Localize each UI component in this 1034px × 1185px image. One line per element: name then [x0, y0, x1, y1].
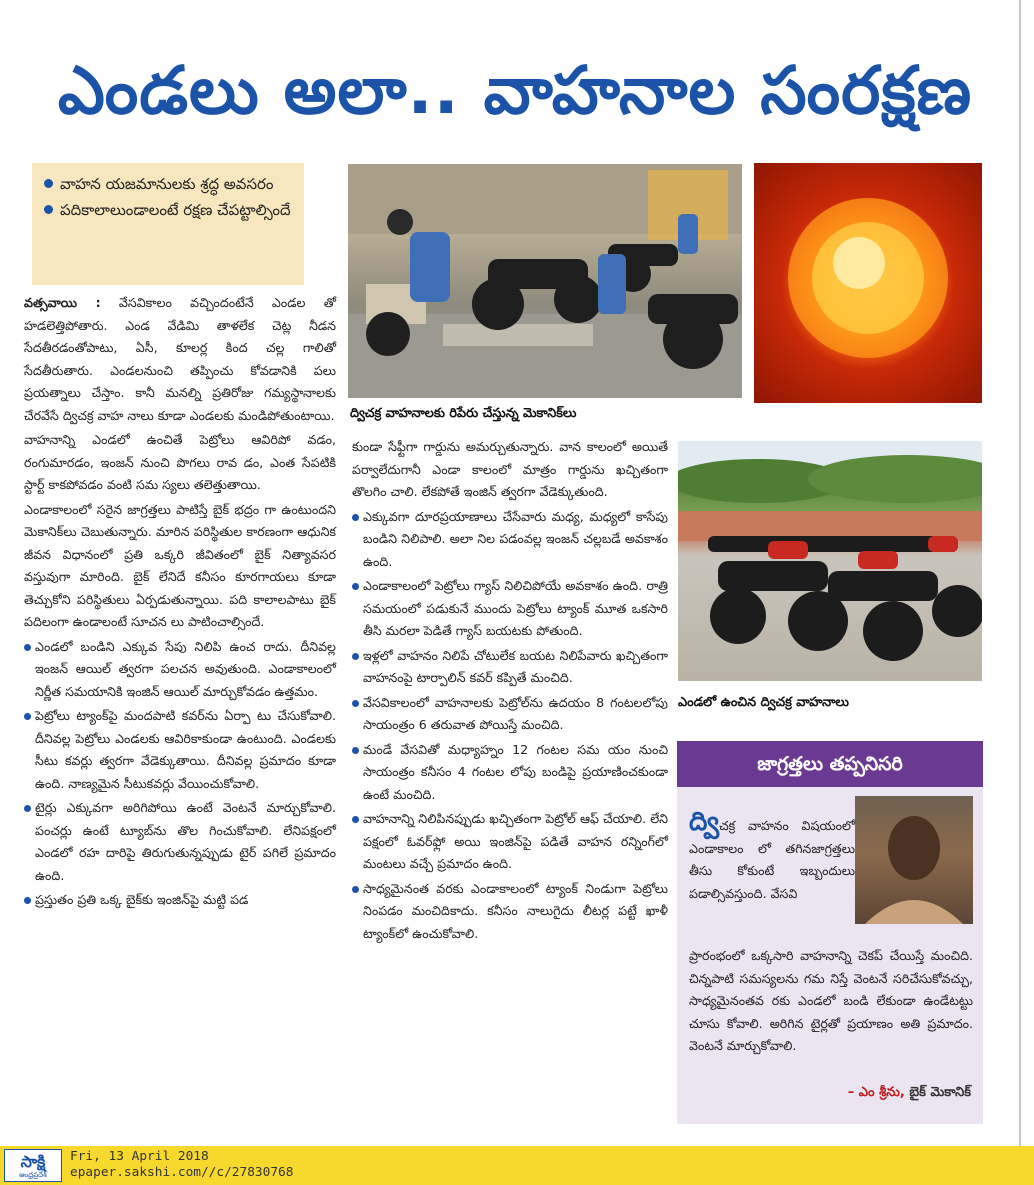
tip-item: వేసవికాలంలో వాహనాలకు పెట్రోల్‌ను ఉదయం 8 గంటలలోపు సాయంత్రం 6 తరువాత పోయిస్తే మంచిది.	[352, 692, 668, 737]
article-paragraph	[24, 292, 336, 427]
byline-role: బైక్ మెకానిక్	[909, 1085, 971, 1100]
byline	[848, 1085, 971, 1103]
headline: ఎండలు అలా.. వాహనాల సంరక్షణ	[57, 52, 973, 129]
tip-item: ఇళ్లలో వాహనం నిలిపే చోటులేక బయట నిలిపేవారు ఖచ్చితంగా వాహనంపై టార్పాలిన్ కవర్ కప్పితే మంచిది.	[352, 645, 668, 690]
tip-item: పెట్రోలు ట్యాంక్‌పై మందపాటి కవర్‌ను ఏర్పా టు చేసుకోవాలి. దీనివల్ల పెట్రోలు ఎండలకు ఆవిరికాకుండా ఉంటుంది. ఎండలకు సీటు కవర్లు త్వరగా వేడెక్కుతాయి. దీనివల్ల ప్రమాదం కూడా ఉంది. నాణ్యమైన సీటుకవర్లు వేయించుకోవాలి.	[24, 705, 336, 795]
highlight-item: పదికాలాలుండాలంటే రక్షణ చేపట్టాల్సిందే	[60, 197, 294, 223]
quote-continuation: ప్రారంభంలో ఒక్కసారి వాహనాన్ని చెకప్ చేయిస్తే మంచిది. చిన్నపాటి సమస్యలను గమ నిస్తే వెంటనే సరిచేసుకోవచ్చు, సాధ్యమైనంతవ రకు ఎండలో బండి లేకుండా ఉండేటట్టు చూసు కోవాలి. అరిగిన టైర్లతో ప్రయాణం అతి ప్రమాదం. వెంటనే మార్చుకోవాలి.	[689, 948, 973, 1053]
sidebox	[677, 741, 983, 1124]
parked-bikes-photo	[678, 441, 982, 681]
garage-photo	[348, 164, 742, 398]
tip-item: సాధ్యమైనంత వరకు ఎండాకాలంలో ట్యాంక్ నిండుగా పెట్రోలు నింపడం మంచిదికాదు. కనీసం నాలుగైదు లీటర్ల పట్టే ఖాళీ ట్యాంక్‌లో ఉంచుకోవాలి.	[352, 878, 668, 946]
edition-date: Fri, 13 April 2018	[70, 1149, 209, 1164]
quote-text: చక్ర వాహనం విషయంలో ఎండాకాలం లో తగినజాగ్రత్తలు తీసు కోకుంటే ఇబ్బందులు పడాల్సివస్తుంది. వేసవి	[689, 818, 855, 901]
article-text: వేసవికాలం వచ్చిందంటేనే ఎండల తో హడలెత్తిపోతారు. ఎండ వేడిమి తాళలేక చెట్ల నీడన సేదతీరడంతోపాటు, ఏసీ, కూలర్ల కింద చల్ల గాలితో సేదతీరుతారు. ఎండలనుంచి తప్పించు కోవడానికి పలు ప్రయత్నాలు చేస్తాం. కానీ మనల్ని ప్రతిరోజు గమ్యస్థానాలకు చేరవేసే ద్విచక్ర వాహ నాలు కూడా ఎండలకు మండిపోతుంటాయి.	[24, 295, 337, 423]
garage-scene-icon	[348, 164, 742, 398]
epaper-link[interactable]: epaper.sakshi.com//c/27830768	[70, 1165, 294, 1180]
article-paragraph: ఎండాకాలంలో సరైన జాగ్రత్తలు పాటిస్తే బైక్ భద్రం గా ఉంటుందని మెకానిక్‌లు చెబుతున్నారు. మారిన పరిస్థితుల కారణంగా ఆధునిక జీవన విధానంలో ప్రతి ఒక్కరి జీవితంలో బైక్ నిత్యావసర వస్తువుగా మారింది. బైక్ లేనిదే కనీసం కూరగాయలు కూడా తెచ్చుకోని పరిస్థితులు ఏర్పడుతున్నాయి. పది కాలాలపాటు బైక్ పదిలంగా ఉండాలంటే సూచన లు పాటించాల్సిందే.	[24, 501, 336, 629]
tip-item: ఎండలో బండిని ఎక్కువ సేపు నిలిపి ఉంచ రాదు. దీనివల్ల ఇంజన్ ఆయిల్ త్వరగా పలచన అవుతుంది. ఎండాకాలంలో నిర్ణీత సమయానికి ఇంజిన్ ఆయిల్ మార్చుకోవడం ఉత్తమం.	[24, 636, 336, 704]
page-border	[1019, 0, 1021, 1146]
highlight-box	[32, 163, 304, 285]
article-column-2	[352, 436, 668, 947]
sun-photo	[754, 163, 982, 403]
tip-item: ఎండాకాలంలో పెట్రోలు గ్యాస్ నిలిచిపోయే అవకాశం ఉంది. రాత్రి సమయంలో పడుకునే ముందు పెట్రోలు ట్యాంక్ మూత ఒకసారి తీసి మరలా పెడితే గ్యాస్ బయటకు పోతుంది.	[352, 575, 668, 643]
dateline: వత్సవాయి :	[24, 295, 101, 310]
sidebox-title: జాగ్రత్తలు తప్పనిసరి	[677, 741, 983, 787]
dropcap: ద్వి	[689, 807, 720, 837]
tip-item: వాహనాన్ని నిలిపినప్పుడు ఖచ్చితంగా పెట్రోల్ ఆఫ్ చేయాలి. లేని పక్షంలో ఓవర్‌ఫ్లో అయి ఇంజిన్‌పై పడితే వాహన రన్నింగ్‌లో మంటలు వచ్చే ప్రమాదం ఉంది.	[352, 808, 668, 876]
mechanic-quote	[689, 807, 855, 905]
footer-info	[70, 1149, 293, 1181]
sakshi-logo[interactable]	[4, 1149, 62, 1182]
logo-text: సాక్షి	[20, 1152, 46, 1171]
highlight-item: వాహన యజమానులకు శ్రద్ధ అవసరం	[60, 171, 294, 197]
footer-bar	[0, 1146, 1034, 1185]
byline-name: – ఎం శ్రీను,	[847, 1085, 905, 1100]
article-paragraph: కుండా సేఫ్టీగా గార్డును అమర్చుతున్నారు. వాన కాలంలో అయితే పర్వాలేదుగానీ ఎండా కాలంలో మాత్రం గార్డును ఖచ్చితంగా తొలగిం చాలి. లేకపోతే ఇంజిన్ త్వరగా వేడెక్కుతుంది.	[352, 439, 668, 499]
article-column-1	[24, 292, 336, 914]
garage-photo-caption: ద్విచక్ర వాహనాలకు రిపేరు చేస్తున్న మెకానిక్‌లు	[350, 406, 577, 421]
tip-item: ఎక్కువగా దూరప్రయాణాలు చేసేవారు మధ్య, మధ్యలో కాసేపు బండిని నిలిపాలి. అలా నిల పడంవల్ల ఇంజన్ చల్లబడే అవకాశం ఉంది.	[352, 506, 668, 574]
tip-item: టైర్లు ఎక్కువగా అరిగిపోయి ఉంటే వెంటనే మార్చుకోవాలి. పంచర్లు ఉంటే ట్యూబ్‌ను తొల గించుకోవాలి. లేనిపక్షంలో ఎండలో రహ దారిపై తిరుగుతున్నప్పుడు టైర్ పగిలే ప్రమాదం ఉంది.	[24, 797, 336, 887]
parked-bikes-caption: ఎండలో ఉంచిన ద్విచక్ర వాహనాలు	[678, 695, 849, 710]
tip-item: మండే వేసవితో మధ్యాహ్నం 12 గంటల సమ యం నుంచి సాయంత్రం కనీసం 4 గంటల లోపు బండిపై ప్రయాణించకుండా ఉంటే మంచిది.	[352, 739, 668, 807]
tip-item: ప్రస్తుతం ప్రతి ఒక్క బైక్‌కు ఇంజిన్‌పై మట్టి పడ	[24, 889, 336, 912]
logo-subtext: ఆంధ్రప్రదేశ్	[19, 1171, 47, 1179]
parked-bikes-icon	[678, 441, 982, 681]
mechanic-portrait	[855, 796, 973, 924]
person-icon	[855, 796, 973, 924]
sun-icon	[754, 163, 982, 403]
article-paragraph: వాహనాన్ని ఎండలో ఉంచితే పెట్రోలు ఆవిరిపో వడం, రంగుమారడం, ఇంజన్ నుంచి పొగలు రావ డం, ఎంత సేపటికి స్టార్ట్ కాకపోవడం వంటి సమ స్యలు తలెత్తుతాయి.	[24, 432, 336, 492]
